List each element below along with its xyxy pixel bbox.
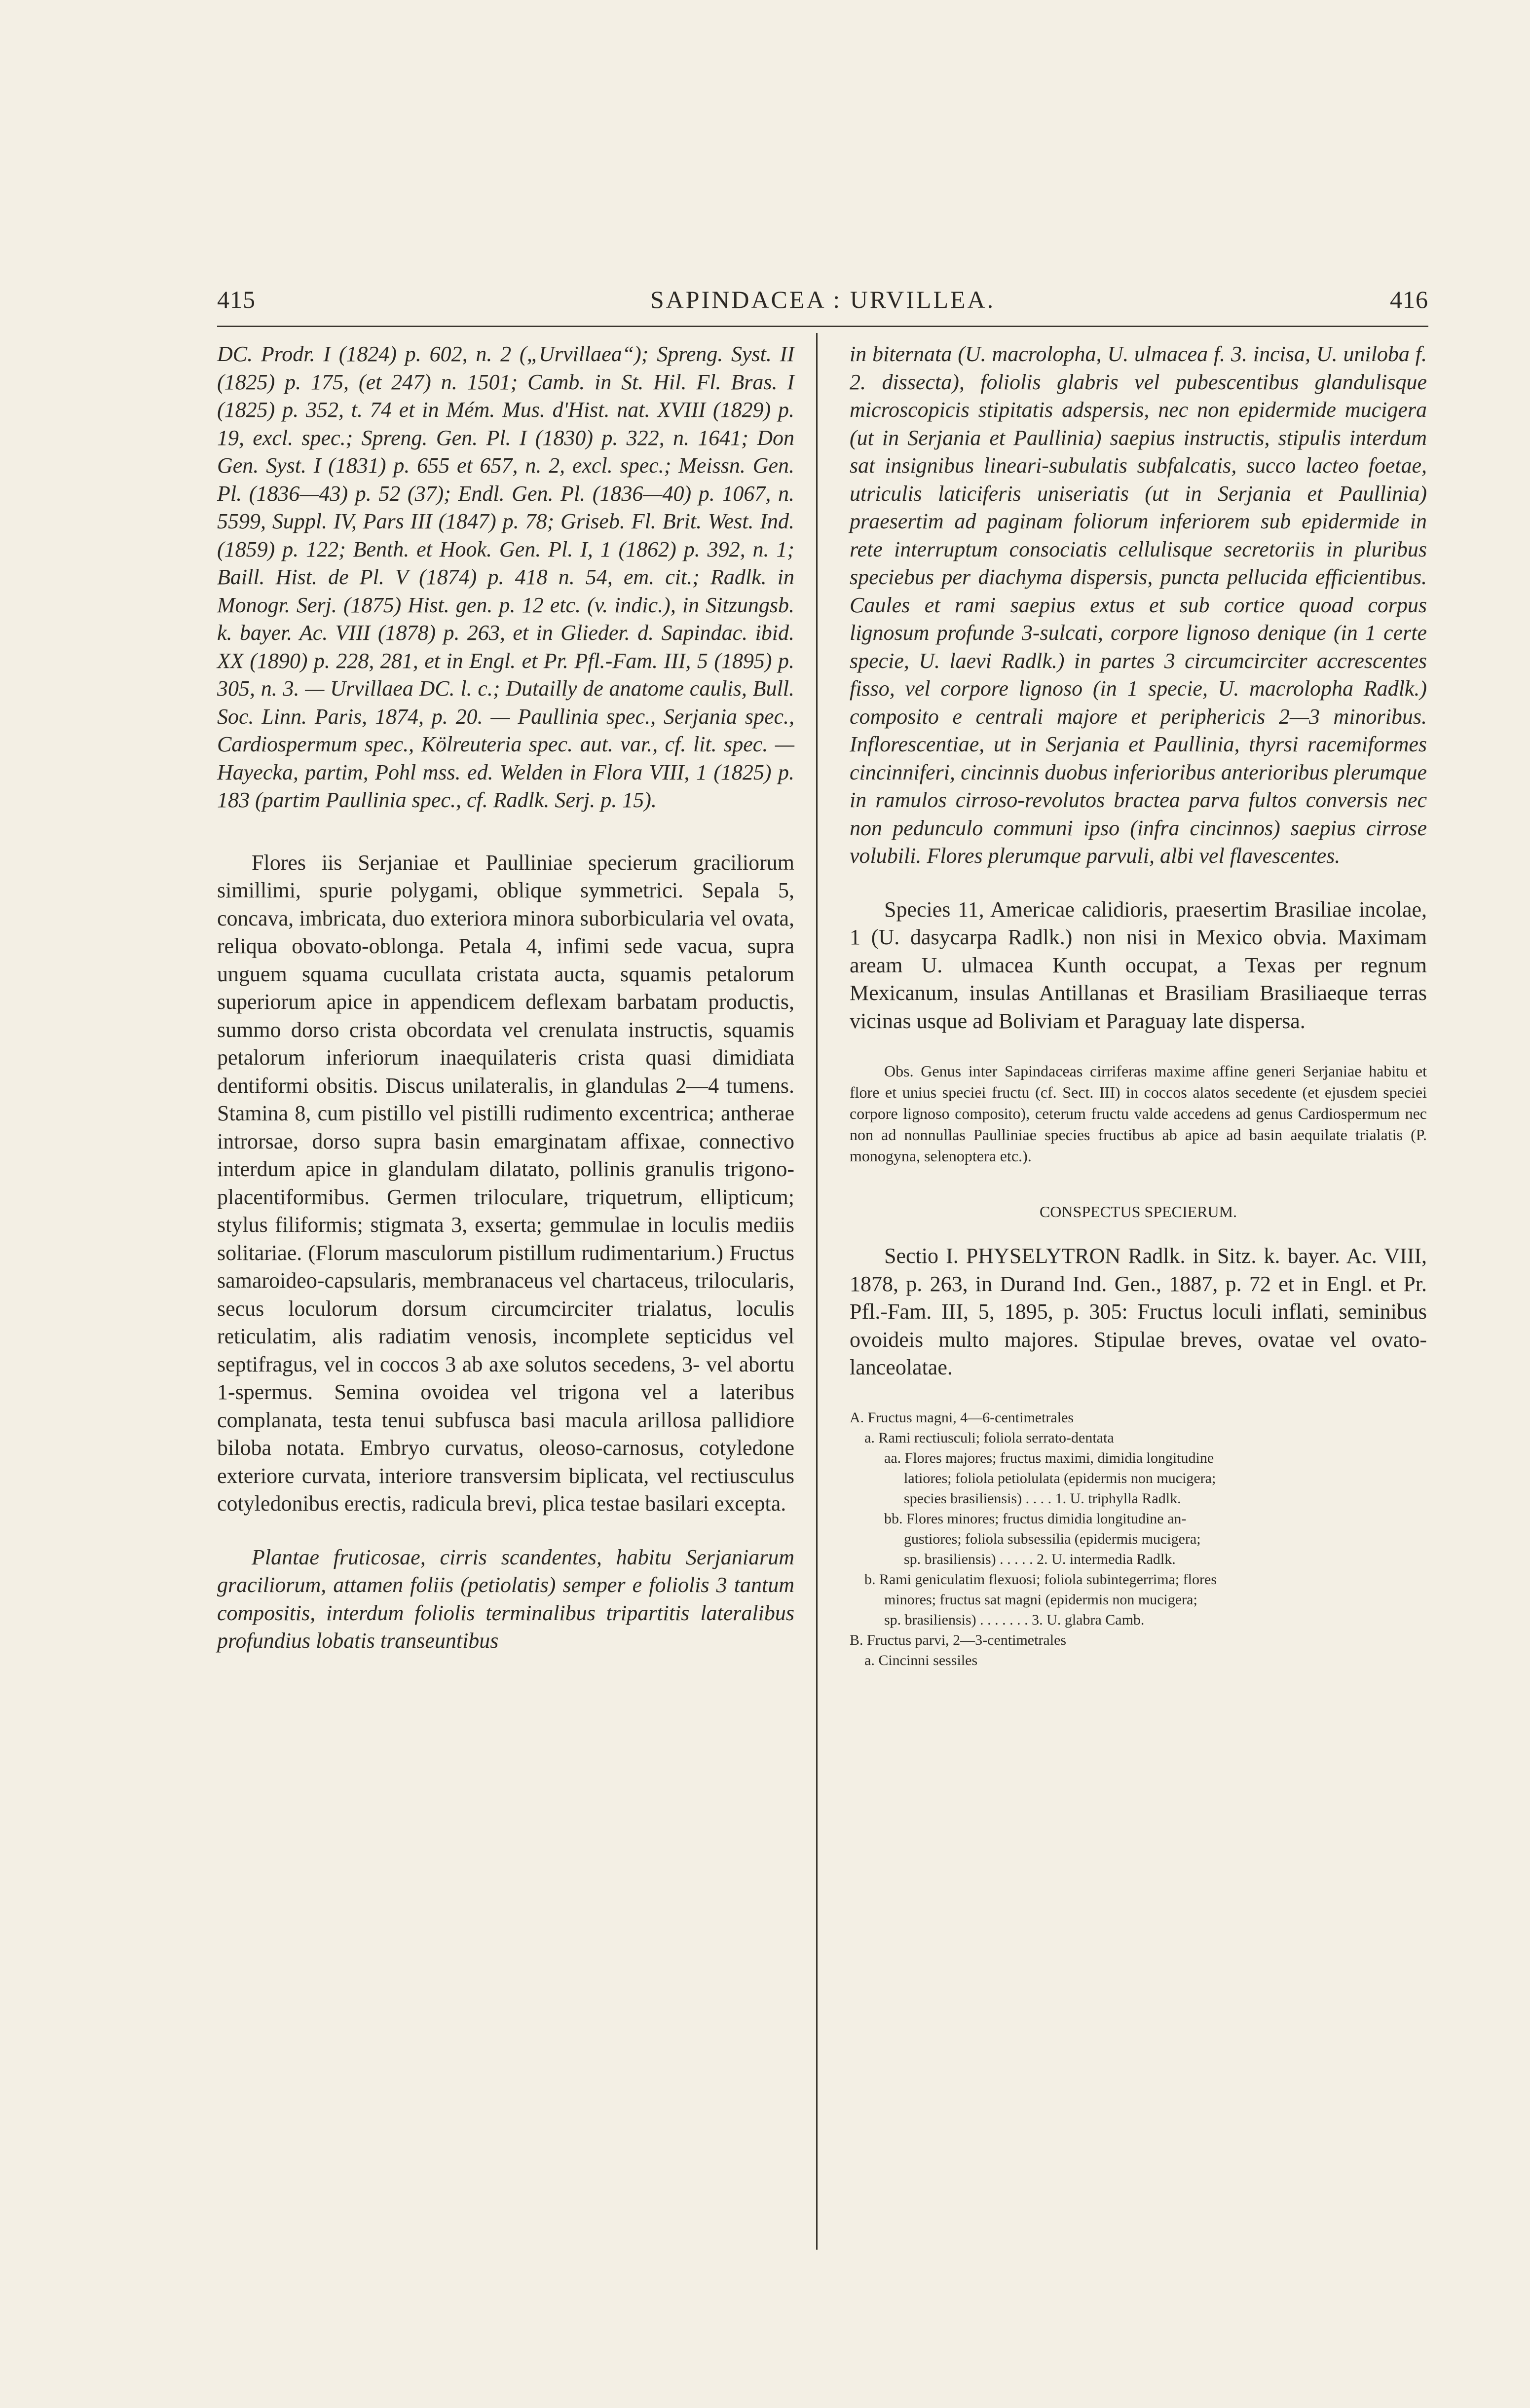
key-line: b. Rami geniculatim flexuosi; foliola subintegerrima; flores bbox=[864, 1571, 1217, 1588]
key-line: A. Fructus magni, 4—6-centimetrales bbox=[850, 1409, 1074, 1426]
species-key bbox=[850, 1408, 1427, 1670]
plantae-continuation: in biternata (U. macrolopha, U. ulmacea f. 3. incisa, U. uniloba f. 2. dissecta), foliolis glabris vel pubescentibus glandulisque microscopicis stipitatis adspersis, nec non epidermide mucigera (ut in Serjania et Paullinia) saepius instructis, stipulis interdum sat insignibus lineari-subulatis subfalcatis, succo lacteo foetae, utriculis laticiferis uniseriatis (ut in Serjania et Paullinia) praesertim ad paginam foliorum inferiorem sub epidermide in rete interruptum consociatis cellulisque secretoriis in pluribus speciebus per diachyma dispersis, puncta pellucida efficientibus. Caules et rami saepius extus et sub cortice quoad corpus lignosum profunde 3-sulcati, corpore lignoso denique (in 1 certe specie, U. laevi Radlk.) in partes 3 circumcirciter accrescentes fisso, vel corpore lignoso (in 1 specie, U. macrolopha Radlk.) composito e centrali majore et periphericis 2—3 minoribus. Inflorescentiae, ut in Serjania et Paullinia, thyrsi racemiformes cincinniferi, cincinnis duobus inferioribus anterioribus plerumque in ramulos cirroso-revolutos bractea parva fultos conversis nec non pedunculo communi ipso (infra cincinnos) saepius cirrose volubili. Flores plerumque parvuli, albi vel flavescentes. bbox=[850, 342, 1427, 868]
running-title: SAPINDACEA : URVILLEA. bbox=[650, 286, 996, 313]
conspectus-heading: CONSPECTUS SPECIERUM. bbox=[1039, 1203, 1237, 1221]
flores-description: Flores iis Serjaniae et Paulliniae specierum graciliorum simillimi, spurie polygami, oblique symmetrici. Sepala 5, concava, imbricata, duo exteriora minora suborbicularia vel ovata, reliqua obovato-oblonga. Petala 4, infimi sede vacua, supra unguem squama cucullata cristata aucta, squamis petalorum superiorum apice in appendicem deflexam barbatam productis, summo dorso crista obcordata vel crenulata instructis, squamis petalorum inferiorum inaequilateris crista quasi dimidiata dentiformi obsitis. Discus unilateralis, in glandulas 2—4 tumens. Stamina 8, cum pistillo vel pistilli rudimento excentrica; antherae introrsae, dorso supra basin emarginatam affixae, connectivo interdum apice in glandulam dilatato, pollinis granulis trigono-placentiformibus. Germen triloculare, triquetrum, ellipticum; stylus filiformis; stigmata 3, exserta; gemmulae in loculis mediis solitariae. (Florum masculorum pistillum rudimentarium.) Fructus samaroideo-capsularis, membranaceus vel chartaceus, trilocularis, secus loculorum dorsum circumcirciter trialatus, loculis reticulatim, alis radiatim venosis, incomplete septicidus vel septifragus, vel in coccos 3 ab axe solutos secedens, 3- vel abortu 1-spermus. Semina ovoidea vel trigona vel a lateribus complanata, testa tenui subfusca basi macula arillosa pallidiore biloba notata. Embryo curvatus, oleoso-carnosus, cotyledone exteriore curvata, interiore transversim biplicata, vel rectiusculus cotyledonibus erectis, radicula brevi, plica testae basilari excepta. bbox=[217, 850, 794, 1516]
key-line: bb. Flores minores; fructus dimidia longitudine an- bbox=[884, 1510, 1187, 1527]
page-number-right: 416 bbox=[1390, 286, 1428, 313]
key-line: latiores; foliola petiolulata (epidermis non mucigera; bbox=[904, 1470, 1216, 1486]
literature-references: DC. Prodr. I (1824) p. 602, n. 2 („Urvillaea“); Spreng. Syst. II (1825) p. 175, (et 247) n. 1501; Camb. in St. Hil. Fl. Bras. I (1825) p. 352, t. 74 et in Mém. Mus. d'Hist. nat. XVIII (1829) p. 19, excl. spec.; Spreng. Gen. Pl. I (1830) p. 322, n. 1641; Don Gen. Syst. I (1831) p. 655 et 657, n. 2, excl. spec.; Meissn. Gen. Pl. (1836—43) p. 52 (37); Endl. Gen. Pl. (1836—40) p. 1067, n. 5599, Suppl. IV, Pars III (1847) p. 78; Griseb. Fl. Brit. West. Ind. (1859) p. 122; Benth. et Hook. Gen. Pl. I, 1 (1862) p. 392, n. 1; Baill. Hist. de Pl. V (1874) p. 418 n. 54, em. cit.; Radlk. in Monogr. Serj. (1875) Hist. gen. p. 12 etc. (v. indic.), in Sitzungsb. k. bayer. Ac. VIII (1878) p. 263, et in Glieder. d. Sapindac. ibid. XX (1890) p. 228, 281, et in Engl. et Pr. Pfl.-Fam. III, 5 (1895) p. 305, n. 3. — Urvillaea DC. l. c.; Dutailly de anatome caulis, Bull. Soc. Linn. Paris, 1874, p. 20. — Paullinia spec., Serjania spec., Cardiospermum spec., Kölreuteria spec. aut. var., cf. lit. spec. — Hayecka, partim, Pohl mss. ed. Welden in Flora VIII, 1 (1825) p. 183 (partim Paullinia spec., cf. Radlk. Serj. p. 15). bbox=[217, 342, 794, 812]
species-distribution: Species 11, Americae calidioris, praesertim Brasiliae incolae, 1 (U. dasycarpa Radlk.) non nisi in Mexico obvia. Maximam aream U. ulmacea Kunth occupat, a Texas per regnum Mexicanum, insulas Antillanas et Brasiliam Brasiliaeque terras vicinas usque ad Boliviam et Paraguay late dispersa. bbox=[850, 897, 1427, 1033]
page-header bbox=[217, 285, 1428, 320]
plantae-description: Plantae fruticosae, cirris scandentes, habitu Serjaniarum graciliorum, attamen foliis (petiolatis) semper e foliolis 3 tantum compositis, interdum foliolis terminalibus tripartitis lateralibus profundius lobatis transeuntibus bbox=[217, 1545, 794, 1653]
left-column bbox=[217, 340, 794, 1655]
key-line: a. Cincinni sessiles bbox=[864, 1652, 978, 1668]
key-line: aa. Flores majores; fructus maximi, dimidia longitudine bbox=[884, 1449, 1214, 1466]
right-column bbox=[850, 340, 1427, 1670]
column-divider bbox=[816, 333, 818, 2250]
header-rule bbox=[217, 326, 1428, 327]
observation-note: Obs. Genus inter Sapindaceas cirriferas maxime affine generi Serjaniae habitu et flore et unius speciei fructu (cf. Sect. III) in coccos alatos secedente (et ejusdem speciei corpore lignoso composito), ceterum fructu valde accedens ad genus Cardiospermum nec non ad nonnullas Paulliniae species fructibus ab apice ad basin aequilate trialatis (P. monogyna, selenoptera etc.). bbox=[850, 1062, 1427, 1165]
key-line: gustiores; foliola subsessilia (epidermis mucigera; bbox=[904, 1530, 1201, 1547]
page-number-left: 415 bbox=[217, 286, 256, 313]
key-line: B. Fructus parvi, 2—3-centimetrales bbox=[850, 1631, 1067, 1648]
key-line: species brasiliensis) . . . . 1. U. triphylla Radlk. bbox=[904, 1490, 1181, 1507]
key-line: sp. brasiliensis) . . . . . 2. U. intermedia Radlk. bbox=[904, 1551, 1176, 1567]
key-line: minores; fructus sat magni (epidermis non mucigera; bbox=[884, 1591, 1197, 1608]
key-line: a. Rami rectiusculi; foliola serrato-dentata bbox=[864, 1429, 1114, 1446]
sectio-description: Sectio I. PHYSELYTRON Radlk. in Sitz. k. bayer. Ac. VIII, 1878, p. 263, in Durand Ind. Gen., 1887, p. 72 et in Engl. et Pr. Pfl.-Fam. III, 5, 1895, p. 305: Fructus loculi inflati, seminibus ovoideis multo majores. Stipulae breves, ovatae vel ovato-lanceolatae. bbox=[850, 1244, 1427, 1379]
key-line: sp. brasiliensis) . . . . . . . 3. U. glabra Camb. bbox=[884, 1611, 1145, 1628]
